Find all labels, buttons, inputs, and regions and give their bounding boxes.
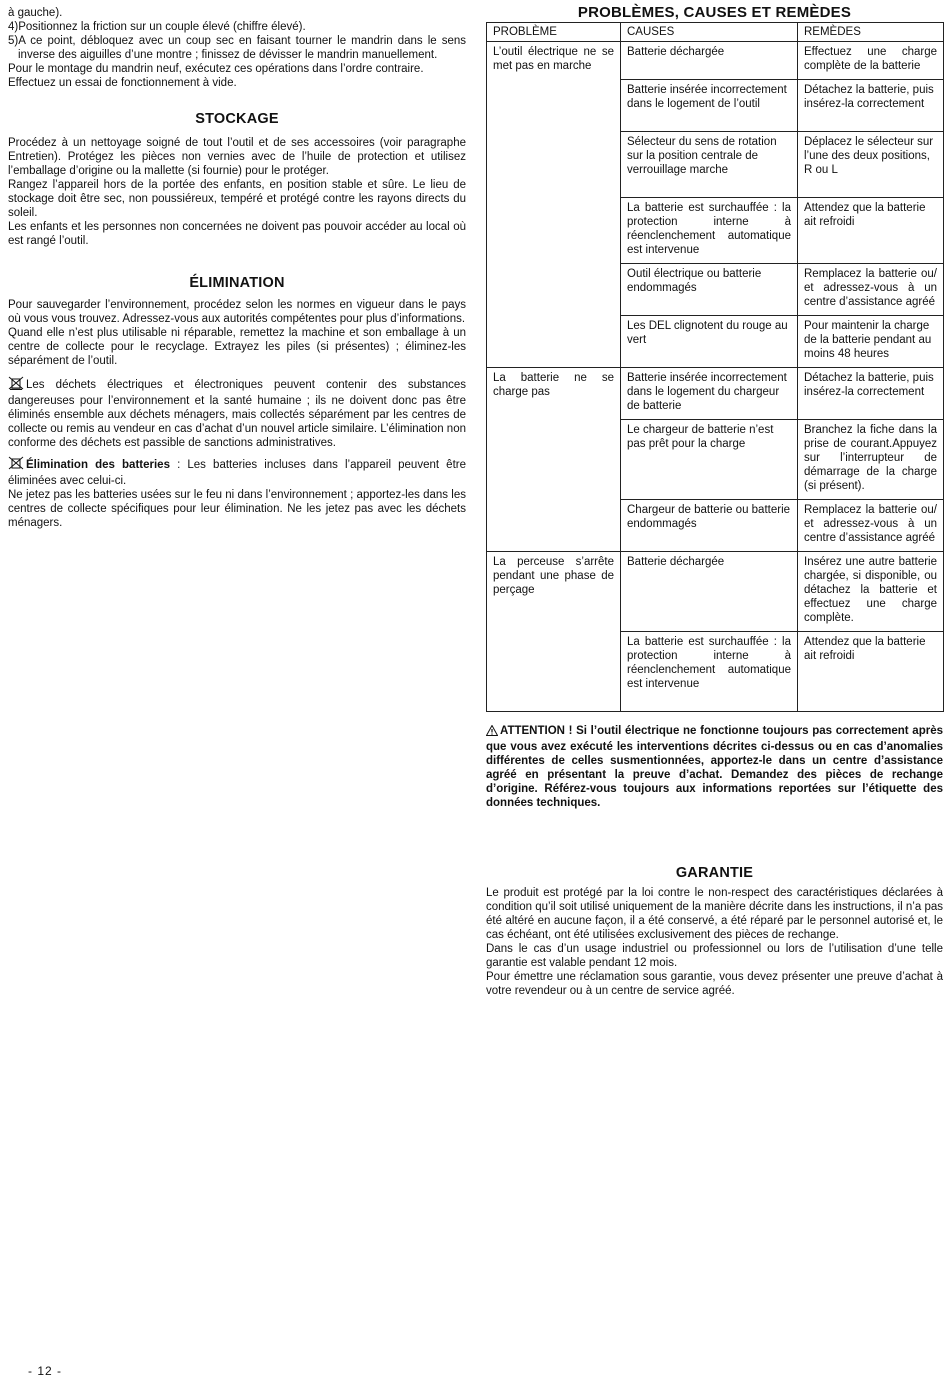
garantie-paragraph: Le produit est protégé par la loi contre le non-respect des caractéristiques déclarées à condition qu’il soit utilisé uniquement de la manière décrite dans les instructions, il n’a pas été altéré en aucune façon, il a été conservé, a été réparé par le personnel autorisé et, le cas échéant, ont été utilisées exclusivement des pièces de rechange. <box>486 887 943 941</box>
remedy-cell: Détachez la batterie, puis insérez-la correctement <box>798 80 944 132</box>
remedy-cell: Branchez la fiche dans la prise de courant.Appuyez sur l’interrupteur de démarrage de la charge (si présent). <box>798 420 944 500</box>
elimination-title: ÉLIMINATION <box>189 275 285 291</box>
attention-text: ATTENTION ! Si l’outil électrique ne fonctionne toujours pas correctement après que vous avez exécuté les interventions décrites ci-dessus ou en cas d’anomalies différentes de celles susmentionnées, apportez-le dans un centre d’assistance agréé en présentant la preuve d’achat. Demandez des pièces de rechange d’origine. Référez-vous toujours aux informations reportées sur l’étiquette des données techniques. <box>486 725 943 809</box>
garantie-title: GARANTIE <box>675 865 754 881</box>
cause-cell: Batterie insérée incorrectement dans le logement du chargeur de batterie <box>621 368 798 420</box>
stockage-title: STOCKAGE <box>195 111 279 127</box>
cause-cell: La batterie est surchauffée : la protection interne à réenclenchement automatique est intervenue <box>621 198 798 264</box>
batteries-paragraph-2: Ne jetez pas les batteries usées sur le feu ni dans l’environnement ; apportez-les dans les centres de collecte spécifiques pour leur élimination. Ne les jetez pas avec les déchets ménagers. <box>8 489 466 529</box>
remedy-cell: Insérez une autre batterie chargée, si disponible, ou détachez la batterie et effectuez une charge complète. <box>798 552 944 632</box>
table-header-row <box>487 23 944 42</box>
weee-text: Les déchets électriques et électroniques peuvent contenir des substances dangereuses pour l’environnement et la santé humaine ; ils ne doivent donc pas être éliminés ensemble aux déchets ménagers, mais collectés séparément par les centres de collecte ou remis au vendeur en cas d’achat d’un nouvel article similaire. L’élimination non conforme des déchets est passible de sanctions administratives. <box>8 379 466 449</box>
intro-line: Effectuez un essai de fonctionnement à vide. <box>8 77 237 89</box>
column-header: CAUSES <box>621 23 798 42</box>
stockage-paragraph: Rangez l’appareil hors de la portée des enfants, en position stable et sûre. Le lieu de stockage doit être sec, non poussiéreux, tempéré et protégé contre les rayons directs du soleil. <box>8 179 466 219</box>
remedy-cell: Remplacez la batterie ou/ et adressez-vous à un centre d’assistance agréé <box>798 264 944 316</box>
problem-cell: La batterie ne se charge pas <box>487 368 621 552</box>
batteries-text: : Les batteries incluses dans l’appareil peuvent être éliminées avec celui-ci. <box>8 459 466 487</box>
intro-line: 4)Positionnez la friction sur un couple élevé (chiffre élevé). <box>8 21 306 33</box>
cause-cell: La batterie est surchauffée : la protection interne à réenclenchement automatique est intervenue <box>621 632 798 712</box>
elimination-paragraph: Pour sauvegarder l’environnement, procédez selon les normes en vigueur dans le pays où vous vous trouvez. Adressez-vous aux autorités compétentes pour plus d’informations. <box>8 299 466 325</box>
garantie-paragraph: Dans le cas d’un usage industriel ou professionnel ou lors de l’utilisation d’une telle garantie est valable pendant 12 mois. <box>486 943 943 969</box>
page-number: - 12 - <box>28 1364 63 1378</box>
attention-paragraph <box>486 724 943 810</box>
cause-cell: Batterie insérée incorrectement dans le logement de l’outil <box>621 80 798 132</box>
left-column <box>8 6 466 530</box>
cause-cell: Chargeur de batterie ou batterie endommagés <box>621 500 798 552</box>
intro-line: Pour le montage du mandrin neuf, exécutez ces opérations dans l’ordre contraire. <box>8 63 424 75</box>
elimination-paragraph: Quand elle n’est plus utilisable ni réparable, remettez la machine et son emballage à un centre de collecte pour le recyclage. Extrayez les piles (si présentes) ; éliminez-les séparément de l’outil. <box>8 327 466 367</box>
table-row <box>487 368 944 420</box>
stockage-paragraph: Procédez à un nettoyage soigné de tout l’outil et de ses accessoires (voir paragraphe Entretien). Protégez les pièces non vernies avec de l’huile de protection et utilisez l’emballage d’origine ou la mallette (si fournie) pour le protéger. <box>8 137 466 177</box>
remedy-cell: Remplacez la batterie ou/ et adressez-vous à un centre d’assistance agréé <box>798 500 944 552</box>
intro-line: 5)A ce point, débloquez avec un coup sec en faisant tourner le mandrin dans le sens inverse des aiguilles d’une montre ; finissez de dévisser le mandrin manuellement. <box>8 35 466 61</box>
table-row <box>487 552 944 632</box>
column-header: PROBLÈME <box>487 23 621 42</box>
cause-cell: Les DEL clignotent du rouge au vert <box>621 316 798 368</box>
cause-cell: Batterie déchargée <box>621 42 798 80</box>
remedy-cell: Pour maintenir la charge de la batterie pendant au moins 48 heures <box>798 316 944 368</box>
troubleshooting-table <box>486 22 944 712</box>
batteries-label: Élimination des batteries <box>26 459 170 471</box>
battery-disposal-icon <box>8 456 24 474</box>
remedy-cell: Déplacez le sélecteur sur l’une des deux positions, R ou L <box>798 132 944 198</box>
stockage-paragraph: Les enfants et les personnes non concernées ne doivent pas pouvoir accéder au local où est rangé l’outil. <box>8 221 466 247</box>
cause-cell: Batterie déchargée <box>621 552 798 632</box>
intro-line: à gauche). <box>8 7 63 19</box>
cause-cell: Le chargeur de batterie n’est pas prêt pour la charge <box>621 420 798 500</box>
troubleshooting-title: PROBLÈMES, CAUSES ET REMÈDES <box>577 4 852 21</box>
remedy-cell: Attendez que la batterie ait refroidi <box>798 198 944 264</box>
remedy-cell: Effectuez une charge complète de la batterie <box>798 42 944 80</box>
remedy-cell: Attendez que la batterie ait refroidi <box>798 632 944 712</box>
problem-cell: L’outil électrique ne se met pas en marche <box>487 42 621 368</box>
warning-icon <box>486 725 498 740</box>
batteries-paragraph <box>8 456 466 488</box>
table-row <box>487 42 944 80</box>
problem-cell: La perceuse s’arrête pendant une phase de perçage <box>487 552 621 712</box>
remedy-cell: Détachez la batterie, puis insérez-la correctement <box>798 368 944 420</box>
right-column <box>486 6 943 998</box>
cause-cell: Sélecteur du sens de rotation sur la position centrale de verrouillage marche <box>621 132 798 198</box>
crossed-bin-icon <box>8 376 24 394</box>
garantie-paragraph: Pour émettre une réclamation sous garantie, vous devez présenter une preuve d’achat à votre revendeur ou à un centre de service agréé. <box>486 971 943 997</box>
cause-cell: Outil électrique ou batterie endommagés <box>621 264 798 316</box>
column-header: REMÈDES <box>798 23 944 42</box>
weee-paragraph <box>8 376 466 450</box>
